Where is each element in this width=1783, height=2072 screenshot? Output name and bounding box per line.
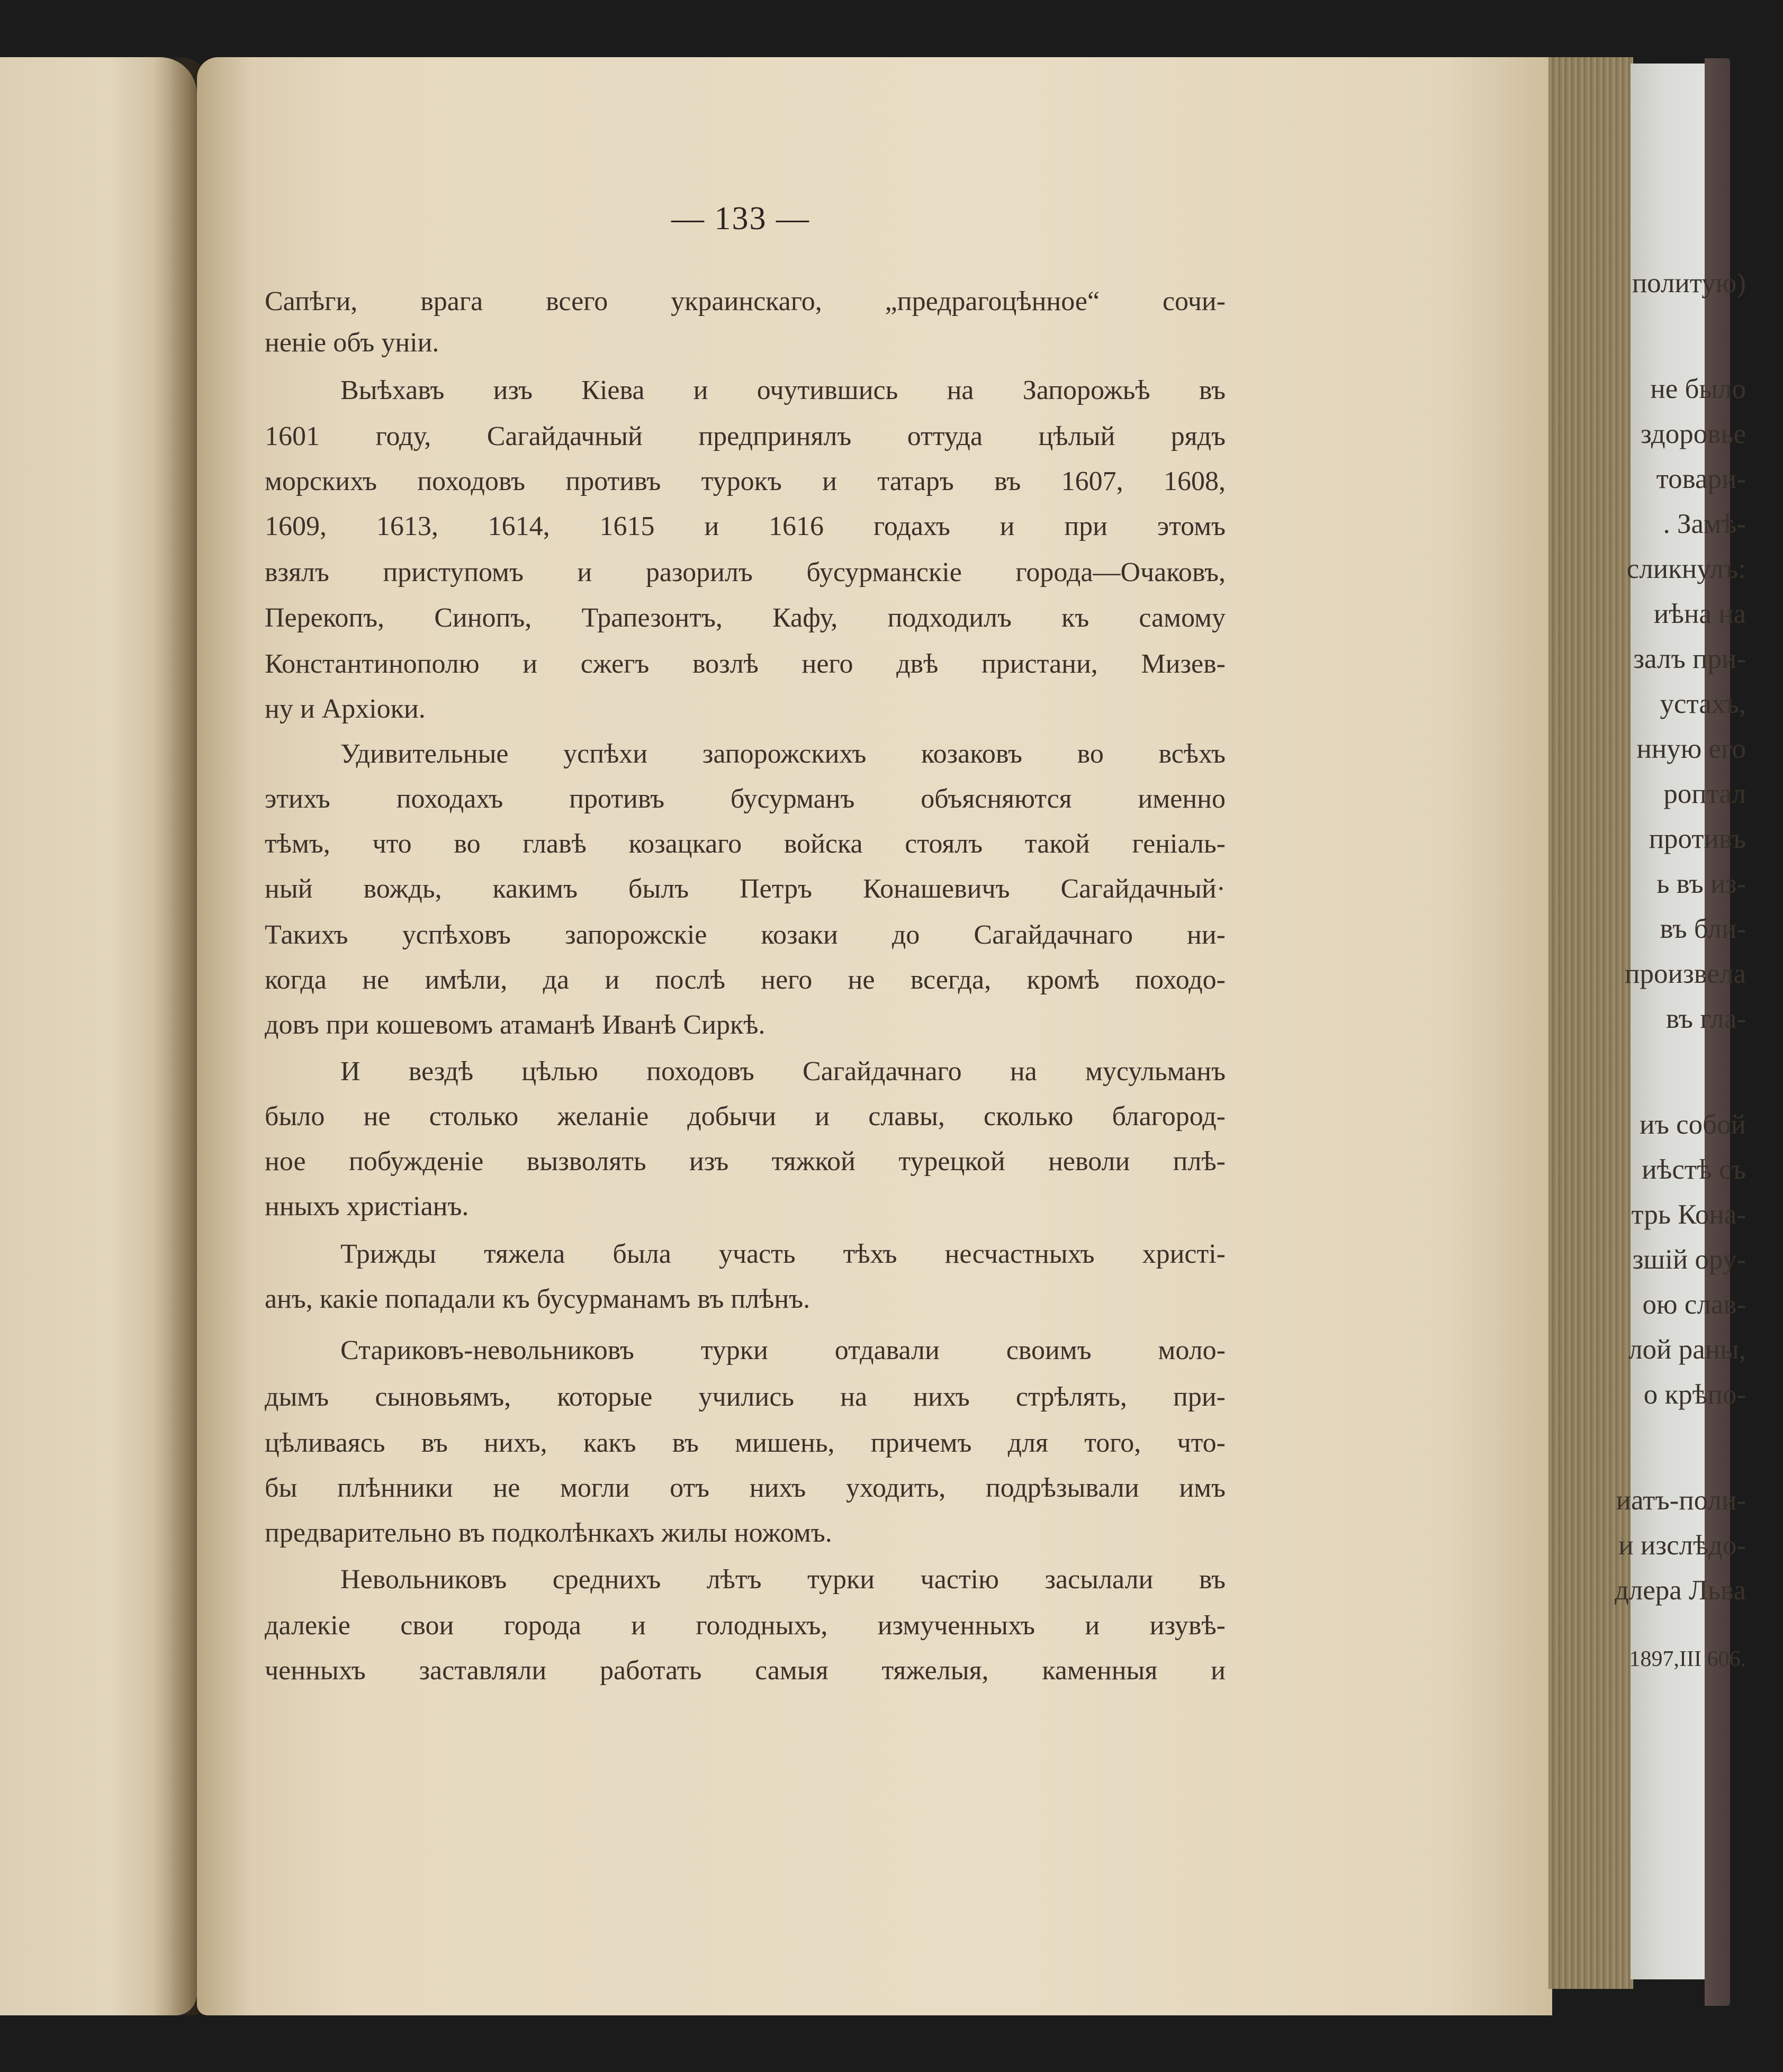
left-line: длера Льва [1614,1575,1746,1606]
left-line: иъ собой [1640,1109,1746,1140]
text-line: довъ при кошевомъ атаманѣ Иванѣ Сиркѣ. [265,1010,766,1040]
left-line: иѣстѣ съ [1642,1154,1746,1185]
left-line: . Замѣ- [1663,509,1746,539]
text-line: дымъ сыновьямъ, которые учились на нихъ стрѣлять, при- [265,1382,1226,1412]
text-line: И вездѣ цѣлью походовъ Сагайдачнаго на мусульманъ [340,1056,1226,1087]
left-line: сликнулъ: [1626,554,1746,584]
left-line: нную его [1636,734,1746,764]
text-line: 1601 году, Сагайдачный предпринялъ оттуда цѣлый рядъ [265,421,1226,451]
text-line: далекіе свои города и голодныхъ, измученныхъ и изувѣ- [265,1610,1226,1641]
text-line: Перекопъ, Синопъ, Трапезонтъ, Кафу, подходилъ къ самому [265,603,1226,633]
text-line: Невольниковъ среднихъ лѣтъ турки частію засылали въ [340,1564,1226,1595]
left-line: здоровье [1640,419,1746,449]
text-line: Стариковъ-невольниковъ турки отдавали своимъ моло- [340,1335,1226,1365]
left-footnote: 1897,III 606. [1629,1647,1746,1671]
text-line: Выѣхавъ изъ Кіева и очутившись на Запорожьѣ въ [340,375,1226,405]
left-line: и изслѣдо- [1618,1530,1746,1561]
text-line: Удивительные успѣхи запорожскихъ козаковъ во всѣхъ [340,739,1226,769]
text-line: ный вождь, какимъ былъ Петръ Конашевичъ Сагайдачный· [265,874,1226,904]
text-line: цѣливаясь въ нихъ, какъ въ мишень, причемъ для того, что- [265,1428,1226,1458]
left-line: лой раны, [1628,1334,1746,1365]
text-line: Константинополю и сжегъ возлѣ него двѣ пристани, Мизев- [265,649,1226,679]
left-line: трь Кона- [1631,1199,1746,1230]
left-line: произвела [1625,958,1746,989]
left-line: устахъ, [1660,689,1746,719]
text-line: анъ, какіе попадали къ бусурманамъ въ плѣнъ. [265,1284,811,1314]
text-line: ное побужденіе вызволять изъ тяжкой турецкой неволи плѣ- [265,1146,1226,1177]
page-number: — 133 — [671,201,810,237]
left-line: зшій ору- [1632,1244,1746,1275]
text-line: было не столько желаніе добычи и славы, сколько благород- [265,1101,1226,1132]
text-line: ну и Архіоки. [265,694,426,724]
text-line: Трижды тяжела была участь тѣхъ несчастныхъ христі- [340,1239,1226,1269]
left-line: въ гла- [1665,1003,1746,1034]
left-line: залъ при- [1633,644,1746,674]
left-line: роптал [1663,779,1746,809]
text-line: нныхъ христіанъ. [265,1191,469,1222]
text-line: предварительно въ подколѣнкахъ жилы ножомъ. [265,1518,832,1548]
text-line: морскихъ походовъ противъ турокъ и татаръ въ 1607, 1608, [265,466,1226,496]
left-line: въ бли- [1660,913,1746,944]
text-line: этихъ походахъ противъ бусурманъ объясняются именно [265,784,1226,814]
text-line: тѣмъ, что во главѣ козацкаго войска стоялъ такой геніаль- [265,829,1226,859]
text-line: Сапѣги, врага всего украинскаго, „предрагоцѣнное“ сочи- [265,286,1226,316]
text-line: 1609, 1613, 1614, 1615 и 1616 годахъ и при этомъ [265,511,1226,541]
left-line: товари- [1656,464,1746,494]
text-line: бы плѣнники не могли отъ нихъ уходить, подрѣзывали имъ [265,1473,1226,1503]
left-line: не было [1650,374,1746,404]
left-line: противъ [1649,824,1746,854]
left-line: о крѣпо- [1643,1379,1746,1410]
left-line: политую) [1632,268,1746,298]
text-line: взялъ приступомъ и разорилъ бусурманскіе города—Очаковъ, [265,557,1226,587]
left-line: иатъ-поли- [1616,1485,1746,1516]
text-line: ченныхъ заставляли работать самыя тяжелыя, каменныя и [265,1655,1226,1686]
text-line: когда не имѣли, да и послѣ него не всегда, кромѣ походо- [265,965,1226,995]
left-line: ь въ из- [1656,868,1746,899]
left-line: ою слав- [1642,1289,1746,1320]
left-line: иѣна на [1653,599,1746,629]
text-line: Такихъ успѣховъ запорожскіе козаки до Сагайдачнаго ни- [265,920,1226,950]
text-line: неніе объ уніи. [265,328,439,358]
page-edges [1548,57,1633,1989]
